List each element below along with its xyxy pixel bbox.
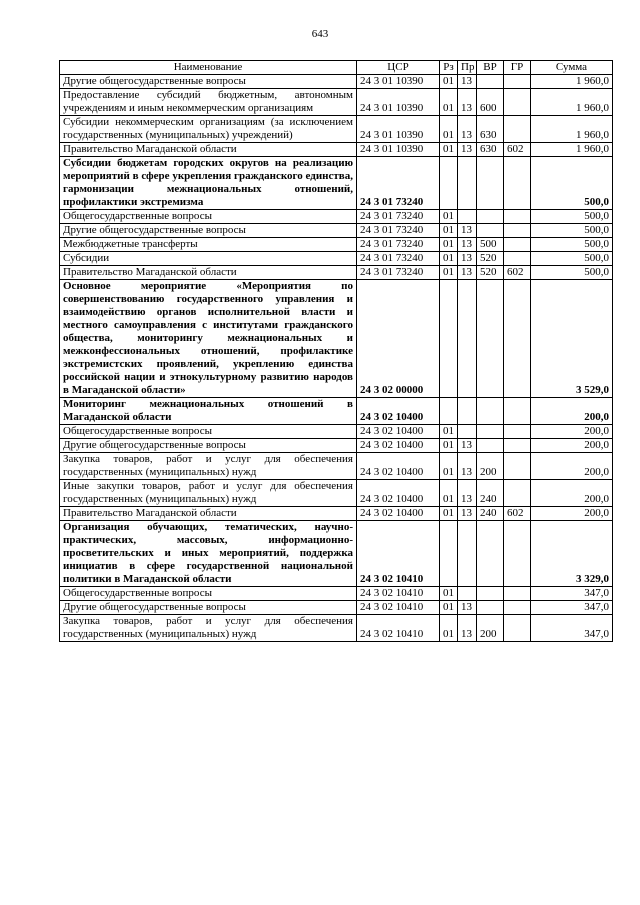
cell-csr: 24 3 02 10400 [357, 480, 440, 507]
cell-name: Мониторинг межнациональных отношений в Магаданской области [60, 398, 357, 425]
cell-name: Предоставление субсидий бюджетным, автономным учреждениям и иным некоммерческим организациям [60, 89, 357, 116]
cell-vr [477, 425, 504, 439]
cell-pr [458, 425, 477, 439]
table-body [60, 75, 613, 642]
cell-name: Субсидии бюджетам городских округов на реализацию мероприятий в сфере укрепления гражданского единства, гармонизации межнациональных отношений, профилактики экстремизма [60, 157, 357, 210]
cell-gr [504, 521, 531, 587]
header-csr: ЦСР [357, 61, 440, 75]
cell-rz: 01 [440, 439, 458, 453]
table-row [60, 439, 613, 453]
cell-csr: 24 3 01 73240 [357, 224, 440, 238]
cell-vr [477, 398, 504, 425]
table-row [60, 601, 613, 615]
cell-pr [458, 587, 477, 601]
table-row [60, 157, 613, 210]
table-row [60, 266, 613, 280]
cell-pr: 13 [458, 480, 477, 507]
cell-sum: 500,0 [531, 157, 613, 210]
cell-csr: 24 3 02 10400 [357, 453, 440, 480]
cell-name: Общегосударственные вопросы [60, 425, 357, 439]
cell-rz: 01 [440, 238, 458, 252]
cell-rz: 01 [440, 480, 458, 507]
header-sum: Сумма [531, 61, 613, 75]
cell-sum: 3 529,0 [531, 280, 613, 398]
cell-rz: 01 [440, 89, 458, 116]
cell-rz: 01 [440, 252, 458, 266]
cell-sum: 347,0 [531, 615, 613, 642]
cell-csr: 24 3 01 73240 [357, 210, 440, 224]
cell-sum: 500,0 [531, 252, 613, 266]
cell-sum: 347,0 [531, 587, 613, 601]
cell-vr [477, 280, 504, 398]
cell-rz [440, 398, 458, 425]
cell-gr [504, 425, 531, 439]
cell-name: Основное мероприятие «Мероприятия по совершенствованию государственного управления и взаимодействию органов исполнительной власти и местного самоуправления с институтами гражданского общества, мониторингу межнациональных и межконфессиональных отношений, профилактике экстремистских проявлений, укреплению единства российской нации и этнокультурному развитию народов в Магаданской области» [60, 280, 357, 398]
header-name: Наименование [60, 61, 357, 75]
cell-name: Правительство Магаданской области [60, 507, 357, 521]
cell-sum: 500,0 [531, 238, 613, 252]
page-number: 643 [311, 28, 329, 40]
cell-sum: 200,0 [531, 453, 613, 480]
table-row [60, 615, 613, 642]
cell-pr: 13 [458, 143, 477, 157]
cell-pr: 13 [458, 439, 477, 453]
cell-vr [477, 521, 504, 587]
cell-sum: 500,0 [531, 224, 613, 238]
header-pr: Пр [458, 61, 477, 75]
cell-csr: 24 3 02 10400 [357, 398, 440, 425]
cell-name: Закупка товаров, работ и услуг для обеспечения государственных (муниципальных) нужд [60, 615, 357, 642]
table-row [60, 453, 613, 480]
cell-vr: 240 [477, 507, 504, 521]
table-row [60, 224, 613, 238]
cell-gr: 602 [504, 266, 531, 280]
table-row [60, 89, 613, 116]
table-header [60, 61, 613, 75]
cell-rz: 01 [440, 601, 458, 615]
cell-csr: 24 3 01 73240 [357, 238, 440, 252]
cell-rz [440, 521, 458, 587]
cell-pr [458, 210, 477, 224]
table-row [60, 425, 613, 439]
cell-sum: 200,0 [531, 439, 613, 453]
cell-csr: 24 3 02 10410 [357, 601, 440, 615]
cell-gr [504, 398, 531, 425]
cell-rz: 01 [440, 507, 458, 521]
cell-vr: 200 [477, 615, 504, 642]
cell-csr: 24 3 02 10400 [357, 507, 440, 521]
cell-pr: 13 [458, 89, 477, 116]
cell-sum: 500,0 [531, 210, 613, 224]
cell-csr: 24 3 02 10410 [357, 615, 440, 642]
cell-name: Субсидии [60, 252, 357, 266]
table-row [60, 507, 613, 521]
cell-vr: 630 [477, 143, 504, 157]
cell-gr [504, 75, 531, 89]
cell-name: Общегосударственные вопросы [60, 210, 357, 224]
table-row [60, 238, 613, 252]
cell-rz: 01 [440, 425, 458, 439]
cell-rz: 01 [440, 75, 458, 89]
cell-name: Общегосударственные вопросы [60, 587, 357, 601]
cell-csr: 24 3 01 73240 [357, 266, 440, 280]
cell-name: Организация обучающих, тематических, научно-практических, массовых, информационно-просветительских и иных мероприятий, поддержка инициатив в сфере государственной национальной политики в Магаданской области [60, 521, 357, 587]
cell-rz: 01 [440, 224, 458, 238]
cell-sum: 200,0 [531, 425, 613, 439]
cell-sum: 3 329,0 [531, 521, 613, 587]
cell-name: Другие общегосударственные вопросы [60, 439, 357, 453]
cell-pr: 13 [458, 252, 477, 266]
cell-csr: 24 3 01 10390 [357, 143, 440, 157]
cell-gr [504, 601, 531, 615]
cell-gr [504, 480, 531, 507]
table-row [60, 480, 613, 507]
cell-vr [477, 601, 504, 615]
table-row [60, 587, 613, 601]
table-row [60, 143, 613, 157]
cell-pr: 13 [458, 75, 477, 89]
cell-gr [504, 280, 531, 398]
cell-vr: 240 [477, 480, 504, 507]
cell-rz [440, 280, 458, 398]
cell-gr: 602 [504, 143, 531, 157]
header-rz: Рз [440, 61, 458, 75]
cell-pr [458, 398, 477, 425]
cell-csr: 24 3 01 73240 [357, 252, 440, 266]
cell-rz: 01 [440, 266, 458, 280]
cell-sum: 347,0 [531, 601, 613, 615]
cell-pr: 13 [458, 224, 477, 238]
cell-name: Другие общегосударственные вопросы [60, 601, 357, 615]
cell-gr [504, 210, 531, 224]
cell-vr: 630 [477, 116, 504, 143]
cell-sum: 200,0 [531, 398, 613, 425]
cell-gr [504, 224, 531, 238]
cell-rz: 01 [440, 615, 458, 642]
cell-gr [504, 157, 531, 210]
cell-pr [458, 157, 477, 210]
cell-gr [504, 587, 531, 601]
cell-sum: 1 960,0 [531, 75, 613, 89]
cell-sum: 1 960,0 [531, 143, 613, 157]
cell-gr [504, 615, 531, 642]
cell-name: Правительство Магаданской области [60, 266, 357, 280]
cell-sum: 1 960,0 [531, 116, 613, 143]
header-vr: ВР [477, 61, 504, 75]
cell-name: Межбюджетные трансферты [60, 238, 357, 252]
cell-gr [504, 453, 531, 480]
cell-vr: 520 [477, 266, 504, 280]
cell-gr [504, 252, 531, 266]
cell-sum: 200,0 [531, 507, 613, 521]
cell-gr [504, 439, 531, 453]
table-row [60, 398, 613, 425]
cell-vr: 520 [477, 252, 504, 266]
cell-vr [477, 75, 504, 89]
cell-rz: 01 [440, 210, 458, 224]
cell-rz: 01 [440, 453, 458, 480]
header-gr: ГР [504, 61, 531, 75]
cell-vr [477, 587, 504, 601]
cell-gr [504, 116, 531, 143]
cell-csr: 24 3 02 00000 [357, 280, 440, 398]
cell-sum: 500,0 [531, 266, 613, 280]
cell-name: Правительство Магаданской области [60, 143, 357, 157]
cell-vr [477, 210, 504, 224]
cell-name: Другие общегосударственные вопросы [60, 224, 357, 238]
cell-pr [458, 521, 477, 587]
cell-csr: 24 3 02 10400 [357, 425, 440, 439]
cell-name: Субсидии некоммерческим организациям (за исключением государственных (муниципальных) учреждений) [60, 116, 357, 143]
cell-pr: 13 [458, 116, 477, 143]
table-row [60, 252, 613, 266]
cell-name: Иные закупки товаров, работ и услуг для обеспечения государственных (муниципальных) нужд [60, 480, 357, 507]
cell-pr: 13 [458, 601, 477, 615]
cell-sum: 200,0 [531, 480, 613, 507]
table-row [60, 280, 613, 398]
cell-sum: 1 960,0 [531, 89, 613, 116]
cell-vr [477, 224, 504, 238]
cell-pr: 13 [458, 266, 477, 280]
cell-gr [504, 238, 531, 252]
table-row [60, 521, 613, 587]
budget-table [59, 60, 613, 642]
cell-pr: 13 [458, 615, 477, 642]
cell-pr: 13 [458, 453, 477, 480]
table-row [60, 210, 613, 224]
table-row [60, 75, 613, 89]
cell-rz: 01 [440, 116, 458, 143]
cell-csr: 24 3 01 10390 [357, 89, 440, 116]
cell-rz: 01 [440, 143, 458, 157]
cell-csr: 24 3 01 10390 [357, 116, 440, 143]
cell-csr: 24 3 02 10410 [357, 587, 440, 601]
cell-gr: 602 [504, 507, 531, 521]
cell-name: Закупка товаров, работ и услуг для обеспечения государственных (муниципальных) нужд [60, 453, 357, 480]
cell-pr: 13 [458, 507, 477, 521]
cell-csr: 24 3 01 10390 [357, 75, 440, 89]
cell-csr: 24 3 02 10410 [357, 521, 440, 587]
cell-rz [440, 157, 458, 210]
cell-csr: 24 3 02 10400 [357, 439, 440, 453]
cell-vr [477, 157, 504, 210]
header-row [60, 61, 613, 75]
cell-csr: 24 3 01 73240 [357, 157, 440, 210]
table-row [60, 116, 613, 143]
cell-vr [477, 439, 504, 453]
cell-vr: 200 [477, 453, 504, 480]
cell-rz: 01 [440, 587, 458, 601]
cell-pr [458, 280, 477, 398]
cell-name: Другие общегосударственные вопросы [60, 75, 357, 89]
cell-vr: 600 [477, 89, 504, 116]
cell-pr: 13 [458, 238, 477, 252]
cell-gr [504, 89, 531, 116]
cell-vr: 500 [477, 238, 504, 252]
